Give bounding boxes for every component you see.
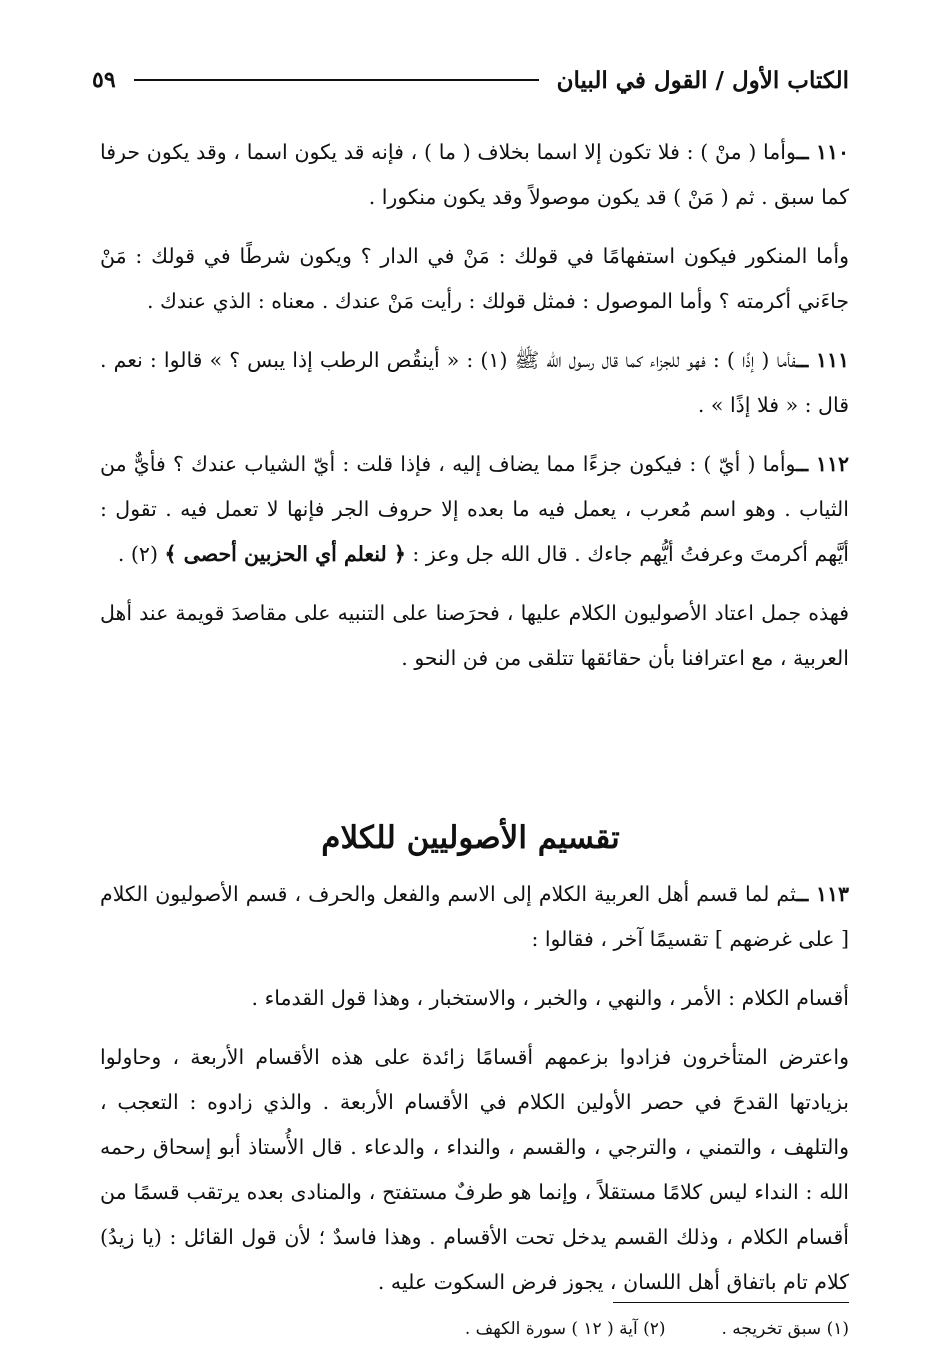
running-header	[92, 58, 849, 102]
paragraph-text: ثم لما قسم أهل العربية الكلام إلى الاسم والفعل والحرف ، قسم الأصوليون الكلام [ على غرضهم ] تقسيمًا آخر ، فقالوا :	[100, 882, 849, 951]
paragraph-number: ١١١ ــ	[796, 348, 849, 372]
paragraph-number: ١١٠ ــ	[796, 140, 849, 164]
paragraph-itirad	[100, 1035, 849, 1305]
paragraph-112	[100, 442, 849, 577]
paragraph-text: فأما ( إذًا ) : فهو للجزاء كما قال رسول الله ﷺ (١) : « أينقُص الرطب إذا يبس ؟ » قالوا : نعم . قال : « فلا إذًا » .	[100, 348, 849, 417]
footnote-rule	[613, 1302, 849, 1303]
paragraph-number: ١١٢ ــ	[796, 452, 849, 476]
paragraph-aqsam	[100, 976, 849, 1021]
header-rule	[134, 79, 539, 81]
paragraph-text: وأما ( أيّ ) : فيكون جزءًا مما يضاف إليه ، فإذا قلت : أيّ الشياب عندك ؟ فأيٌّ من الثياب . وهو اسم مُعرب ، يعمل فيه ما بعده إلا حروف الجر فإنها لا تعمل فيه . تقول : أيَّهم أكرمتَ وعرفتُ أيُّهم جاءك . قال الله جل وعز :	[100, 452, 849, 566]
footnote-2: (٢) آية ( ١٢ ) سورة الكهف .	[464, 1319, 666, 1339]
paragraph-113	[100, 872, 849, 962]
paragraph-text: أقسام الكلام : الأمر ، والنهي ، والخبر ، والاستخبار ، وهذا قول القدماء .	[251, 986, 849, 1010]
paragraph-text: فهذه جمل اعتاد الأصوليون الكلام عليها ، فحرَصنا على التنبيه على مقاصدَ قويمة عند أهل العربية ، مع اعترافنا بأن حقائقها تتلقى من فن النحو .	[100, 601, 849, 670]
footnotes	[300, 1314, 849, 1344]
paragraph-summary	[100, 591, 849, 681]
paragraph-munkar	[100, 234, 849, 324]
paragraph-text: وأما ( منْ ) : فلا تكون إلا اسما بخلاف ( ما ) ، فإنه قد يكون اسما ، وقد يكون حرفا كما سبق . ثم ( مَنْ ) قد يكون موصولاً وقد يكون منكورا .	[100, 140, 849, 209]
paragraph-text: وأما المنكور فيكون استفهامًا في قولك : مَنْ في الدار ؟ ويكون شرطًا في قولك : مَنْ جاءَني أكرمته ؟ وأما الموصول : فمثل قولك : رأيت مَنْ عندك . معناه : الذي عندك .	[100, 244, 849, 313]
header-title: الكتاب الأول / القول في البيان	[556, 66, 849, 94]
section-heading: تقسيم الأصوليين للكلام	[321, 820, 620, 856]
paragraph-text: واعترض المتأخرون فزادوا بزعمهم أقسامًا زائدة على هذه الأقسام الأربعة ، وحاولوا بزيادتها القدحَ في حصر الأولين الكلام في الأقسام الأربعة . والذي زادوه : التعجب ، والتلهف ، والتمني ، والترجي ، والقسم ، والنداء ، والدعاء . قال الأُستاذ أبو إسحاق رحمه الله : النداء ليس كلامًا مستقلاً ، وإنما هو طرفٌ مستفتح ، والمنادى بعده يرتقب قسمًا من أقسام الكلام ، وذلك القسم يدخل تحت الأقسام . وهذا فاسدٌ ؛ لأن قول القائل : (يا زيدُ) كلام تام باتفاق أهل اللسان ، يجوز فرض السكوت عليه .	[100, 1045, 849, 1294]
paragraph-111	[100, 338, 849, 428]
page-number: ٥٩	[92, 67, 116, 93]
footnote-1: (١) سبق تخريجه .	[721, 1319, 849, 1339]
body-text-section	[100, 872, 849, 1319]
footnote-ref: (٢) .	[117, 542, 158, 566]
paragraph-110	[100, 130, 849, 220]
quran-quote: ﴿ لنعلم أي الحزبين أحصى ﴾	[164, 542, 406, 566]
body-text	[100, 130, 849, 695]
paragraph-number: ١١٣ ــ	[796, 882, 849, 906]
